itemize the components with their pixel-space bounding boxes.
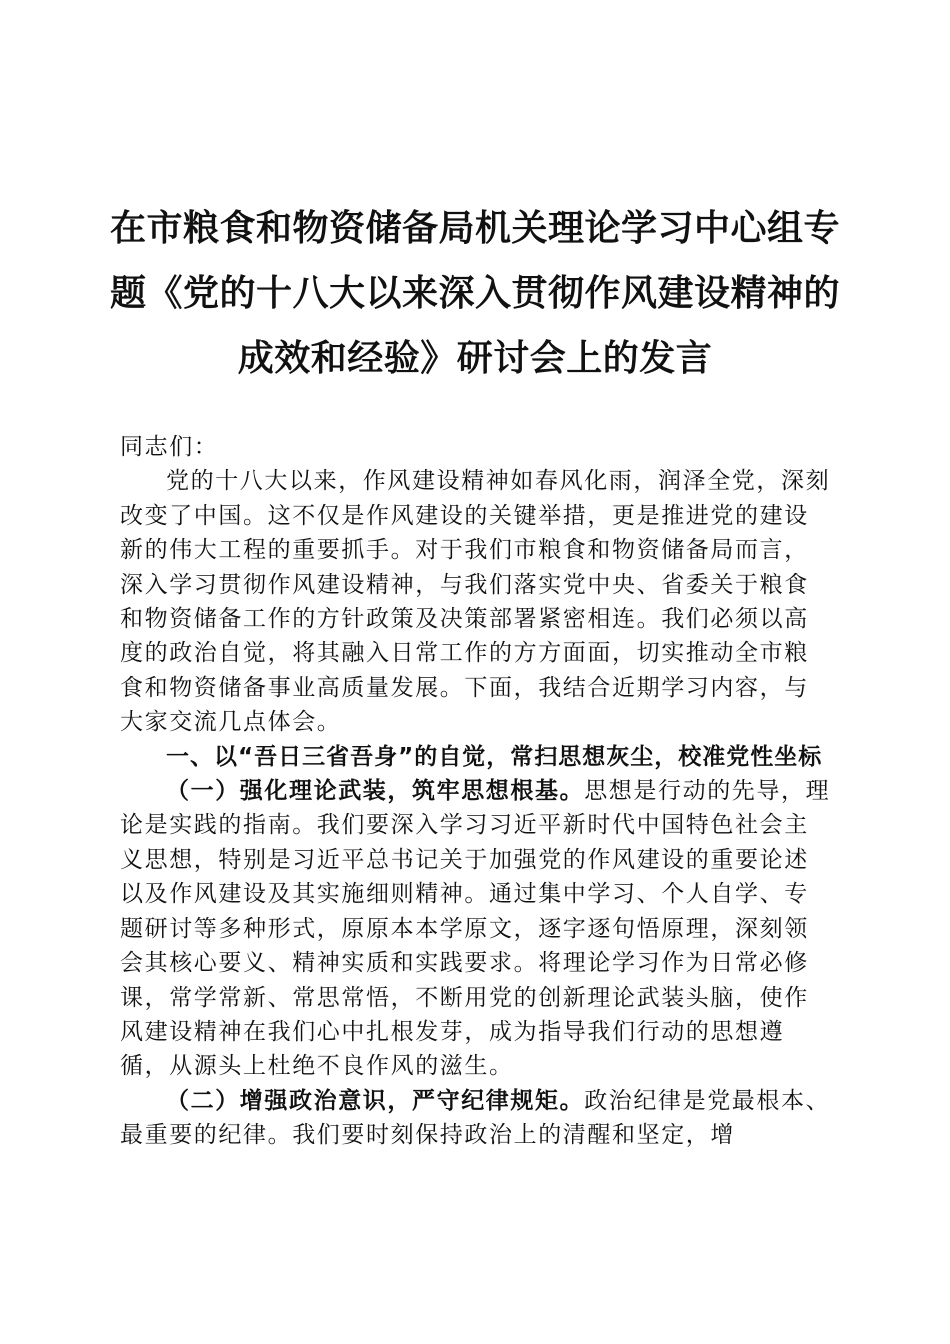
section-heading-1: 一、以“吾日三省吾身”的自觉，常扫思想灰尘，校准党性坐标 <box>166 743 823 770</box>
document-body <box>120 430 832 1153</box>
title-line-3: 成效和经验》研讨会上的发言 <box>237 337 713 379</box>
title-line-1: 在市粮食和物资储备局机关理论学习中心组专 <box>109 207 840 249</box>
paragraph-point-2 <box>120 1084 832 1153</box>
document-title <box>100 196 850 391</box>
paragraph-point-1 <box>120 774 832 1084</box>
intro-paragraph: 党的十八大以来，作风建设精神如春风化雨，润泽全党，深刻改变了中国。这不仅是作风建设的关键举措，更是推进党的建设新的伟大工程的重要抓手。对于我们市粮食和物资储备局而言，深入学习贯彻作风建设精神，与我们落实党中央、省委关于粮食和物资储备工作的方针政策及决策部署紧密相连。我们必须以高度的政治自觉，将其融入日常工作的方方面面，切实推动全市粮食和物资储备事业高质量发展。下面，我结合近期学习内容，与大家交流几点体会。 <box>120 468 831 736</box>
salutation: 同志们： <box>120 434 219 460</box>
point-2-text: 政治纪律是党最根本、最重要的纪律。我们要时刻保持政治上的清醒和坚定，增 <box>120 1087 831 1149</box>
title-line-2: 题《党的十八大以来深入贯彻作风建设精神的 <box>109 272 840 314</box>
point-1-text: 思想是行动的先导，理论是实践的指南。我们要深入学习习近平新时代中国特色社会主义思想，特别是习近平总书记关于加强党的作风建设的重要论述以及作风建设及其实施细则精神。通过集中学习、个人自学、专题研讨等多种形式，原原本本学原文，逐字逐句悟原理，深刻领会其核心要义、精神实质和实践要求。将理论学习作为日常必修课，常学常新、常思常悟，不断用党的创新理论武装头脑，使作风建设精神在我们心中扎根发芽，成为指导我们行动的思想遵循，从源头上杜绝不良作风的滋生。 <box>120 778 831 1080</box>
point-1-lead: （一）强化理论武装，筑牢思想根基。 <box>166 777 585 805</box>
point-2-lead: （二）增强政治意识，严守纪律规矩。 <box>166 1086 585 1114</box>
